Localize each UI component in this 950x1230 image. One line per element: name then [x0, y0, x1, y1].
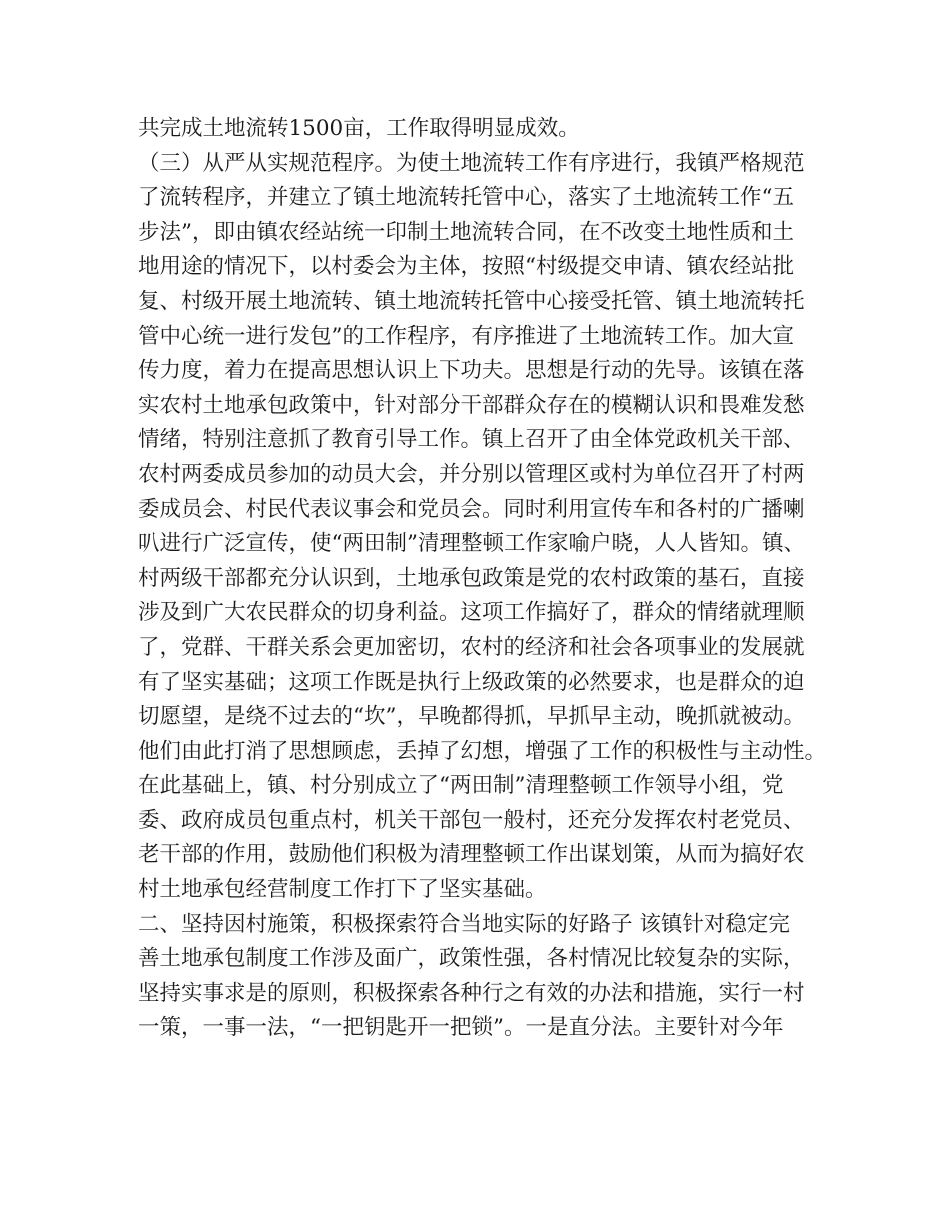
- text-line: 一策，一事一法，“一把钥匙开一把锁”。一是直分法。主要针对今年: [138, 1015, 784, 1041]
- text-line: 他们由此打消了思想顾虑，丢掉了幻想，增强了工作的积极性与主动性。: [138, 738, 827, 764]
- text-line: 涉及到广大农民群众的切身利益。这项工作搞好了，群众的情绪就理顺: [138, 600, 805, 626]
- text-line: 委、政府成员包重点村，机关干部包一般村，还充分发挥农村老党员、: [138, 807, 805, 833]
- text-line: 村土地承包经营制度工作打下了坚实基础。: [138, 877, 547, 903]
- text-line: （三）从严从实规范程序。为使土地流转工作有序进行，我镇严格规范: [138, 150, 805, 176]
- text-line: 了流转程序，并建立了镇土地流转托管中心，落实了土地流转工作“五: [138, 185, 794, 211]
- body-text: [138, 112, 828, 1046]
- text-line: 村两级干部都充分认识到，土地承包政策是党的农村政策的基石，直接: [138, 565, 805, 591]
- text-line: 实农村土地承包政策中，针对部分干部群众存在的模糊认识和畏难发愁: [138, 392, 805, 418]
- text-line: 地用途的情况下，以村委会为主体，按照“村级提交申请、镇农经站批: [138, 254, 794, 280]
- text-line: 坚持实事求是的原则，积极探索各种行之有效的办法和措施，实行一村: [138, 980, 805, 1006]
- text-line: 共完成土地流转1500亩，工作取得明显成效。: [138, 116, 580, 141]
- text-line: 二、坚持因村施策，积极探索符合当地实际的好路子 该镇针对稳定完: [138, 911, 790, 937]
- text-line: 传力度，着力在提高思想认识上下功夫。思想是行动的先导。该镇在落: [138, 358, 805, 384]
- text-line: 叭进行广泛宣传，使“两田制”清理整顿工作家喻户晓，人人皆知。镇、: [138, 531, 805, 557]
- text-line: 委成员会、村民代表议事会和党员会。同时利用宣传车和各村的广播喇: [138, 496, 805, 522]
- text-line: 情绪，特别注意抓了教育引导工作。镇上召开了由全体党政机关干部、: [138, 427, 805, 453]
- text-line: 步法”，即由镇农经站统一印制土地流转合同，在不改变土地性质和土: [138, 219, 794, 245]
- text-line: 切愿望，是绕不过去的“坎”，早晚都得抓，早抓早主动，晚抓就被动。: [138, 704, 805, 730]
- text-line: 善土地承包制度工作涉及面广，政策性强，各村情况比较复杂的实际，: [138, 946, 805, 972]
- text-line: 在此基础上，镇、村分别成立了“两田制”清理整顿工作领导小组，党: [138, 773, 784, 799]
- text-line: 老干部的作用，鼓励他们积极为清理整顿工作出谋划策，从而为搞好农: [138, 842, 805, 868]
- text-line: 农村两委成员参加的动员大会，并分别以管理区或村为单位召开了村两: [138, 461, 805, 487]
- text-line: 复、村级开展土地流转、镇土地流转托管中心接受托管、镇土地流转托: [138, 288, 805, 314]
- text-line: 管中心统一进行发包”的工作程序，有序推进了土地流转工作。加大宣: [138, 323, 794, 349]
- text-line: 了，党群、干群关系会更加密切，农村的经济和社会各项事业的发展就: [138, 634, 805, 660]
- text-line: 有了坚实基础；这项工作既是执行上级政策的必然要求，也是群众的迫: [138, 669, 805, 695]
